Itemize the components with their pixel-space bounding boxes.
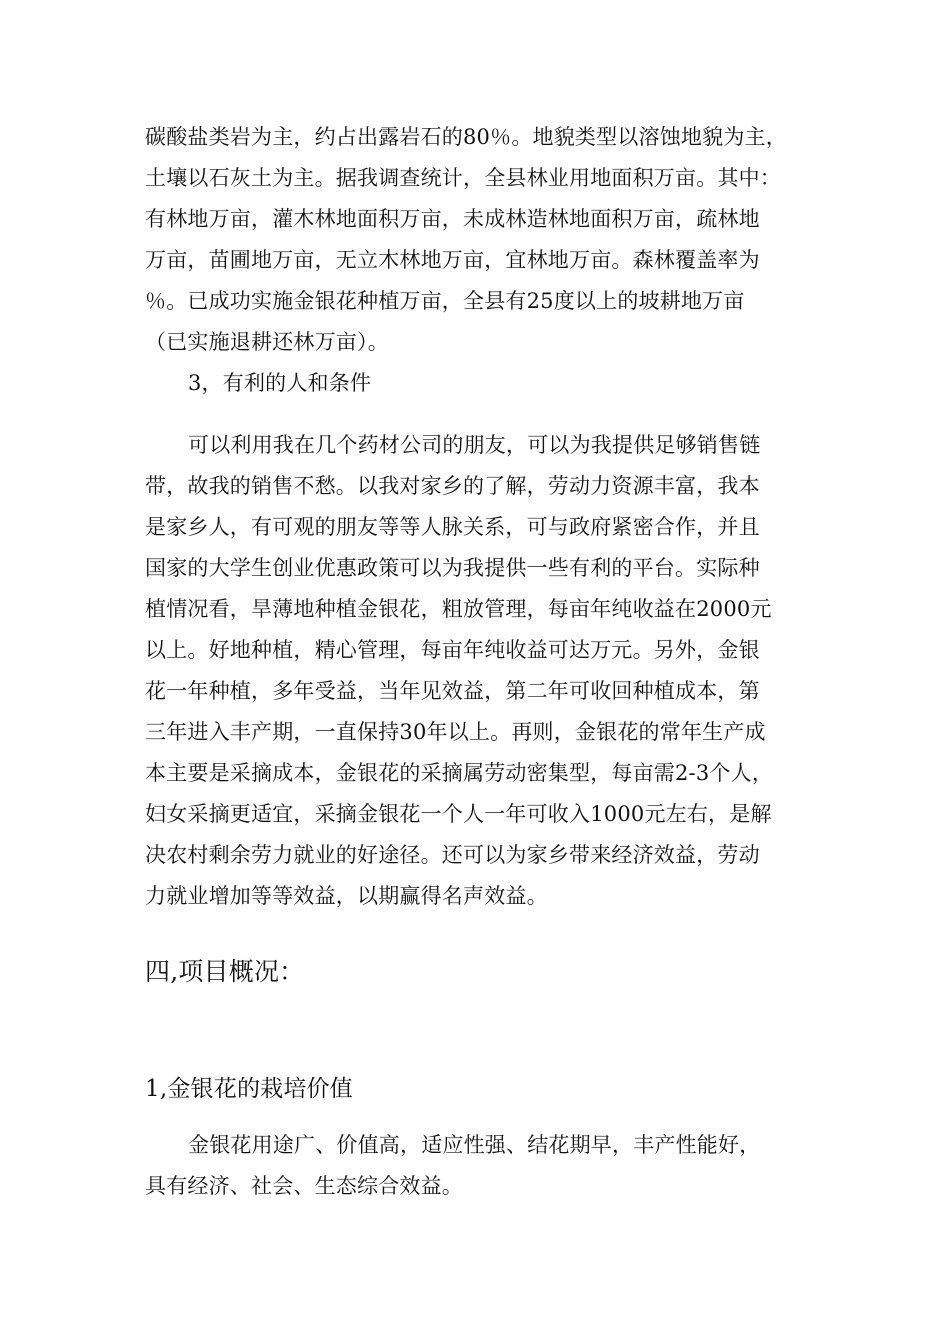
paragraph-1-line: 有林地万亩，灌木林地面积万亩，未成林造林地面积万亩，疏林地 [145, 207, 760, 231]
paragraph-2-line: 三年进入丰产期，一直保持30年以上。再则，金银花的常年生产成 [145, 720, 766, 744]
paragraph-2-line: 本主要是采摘成本，金银花的采摘属劳动密集型，每亩需2-3个人， [145, 761, 774, 785]
paragraph-2-line: 是家乡人，有可观的朋友等等人脉关系，可与政府紧密合作，并且 [145, 515, 760, 539]
paragraph-2-line: 花一年种植，多年受益，当年见效益，第二年可收回种植成本，第 [145, 679, 760, 703]
paragraph-1-line: 碳酸盐类岩为主，约占出露岩石的80％。地貌类型以溶蚀地貌为主， [145, 125, 787, 149]
subheading-cultivation-value: 1,金银花的栽培价值 [145, 1076, 353, 1102]
paragraph-1-line: 土壤以石灰土为主。据我调查统计，全县林业用地面积万亩。其中： [145, 166, 781, 190]
paragraph-2-line: 力就业增加等等效益，以期赢得名声效益。 [145, 884, 548, 908]
paragraph-2-line: 植情况看，旱薄地种植金银花，粗放管理，每亩年纯收益在2000元 [145, 597, 772, 621]
paragraph-2-line: 国家的大学生创业优惠政策可以为我提供一些有利的平台。实际种 [145, 556, 760, 580]
paragraph-2-line: 妇女采摘更适宜，采摘金银花一个人一年可收入1000元左右，是解 [145, 802, 772, 826]
paragraph-1-line: （已实施退耕还林万亩）。 [145, 330, 389, 354]
paragraph-1-line: 万亩，苗圃地万亩，无立木林地万亩，宜林地万亩。森林覆盖率为 [145, 248, 760, 272]
paragraph-1-line: ％。已成功实施金银花种植万亩，全县有25度以上的坡耕地万亩 [145, 289, 745, 313]
subheading-favorable-conditions: 3，有利的人和条件 [188, 371, 372, 395]
paragraph-2-line: 可以利用我在几个药材公司的朋友，可以为我提供足够销售链 [188, 433, 761, 457]
paragraph-3-line: 金银花用途广、价值高，适应性强、结花期早，丰产性能好， [188, 1133, 761, 1157]
paragraph-2-line: 决农村剩余劳力就业的好途径。还可以为家乡带来经济效益，劳动 [145, 843, 760, 867]
paragraph-2-line: 带，故我的销售不愁。以我对家乡的了解，劳动力资源丰富，我本 [145, 474, 760, 498]
paragraph-3-line: 具有经济、社会、生态综合效益。 [145, 1174, 463, 1198]
section-4-title: 四,项目概况： [145, 957, 305, 986]
paragraph-2-line: 以上。好地种植，精心管理，每亩年纯收益可达万元。另外，金银 [145, 638, 760, 662]
